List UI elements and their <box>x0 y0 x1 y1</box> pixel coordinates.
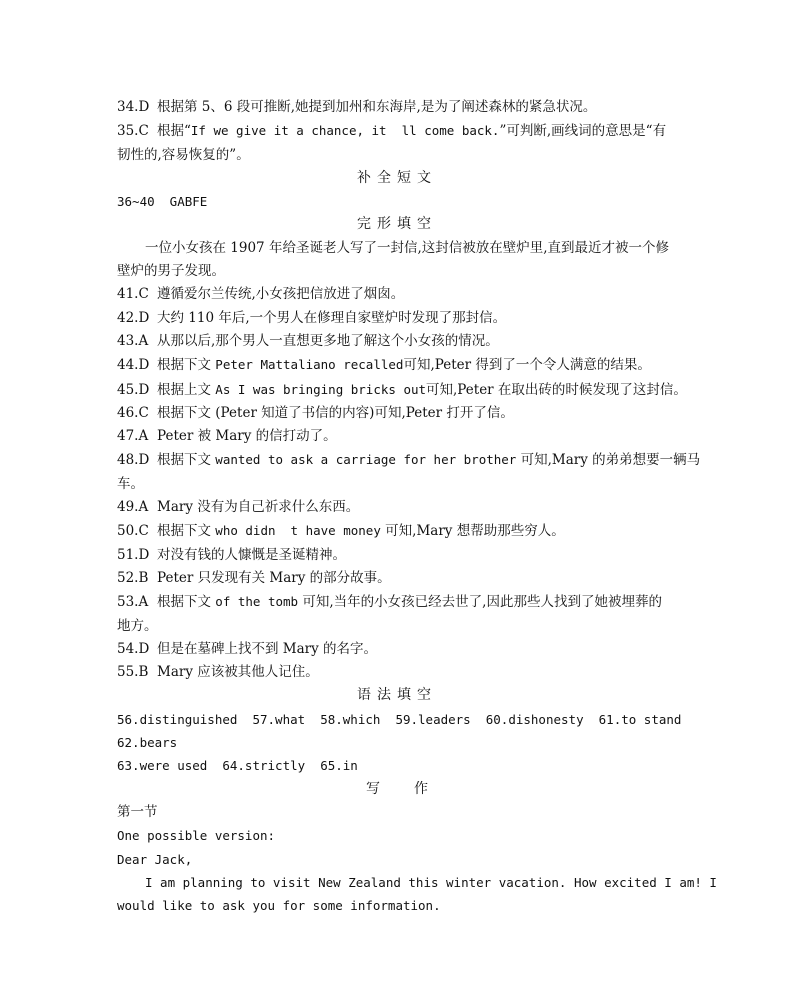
cloze-answer-46 <box>117 402 677 425</box>
cloze-summary-line-1: 一位小女孩在 1907 年给圣诞老人写了一封信,这封信被放在壁炉里,直到最近才被一个修 <box>145 239 670 256</box>
answer-35 <box>117 119 677 143</box>
answer-number: 41.C <box>117 286 149 303</box>
cloze-answer-53 <box>117 590 677 614</box>
cloze-answer-44 <box>117 353 677 377</box>
cloze-answer-continued: 地方。 <box>117 617 158 634</box>
answer-number: 45.D <box>117 381 150 398</box>
answer-number: 54.D <box>117 640 150 657</box>
cloze-answer-42 <box>117 307 677 330</box>
cloze-answer-50 <box>117 519 677 543</box>
answer-explanation: Mary 没有为自己祈求什么东西。 <box>157 499 360 516</box>
answer-explanation: Peter 被 Mary 的信打动了。 <box>157 428 337 445</box>
answer-number: 51.D <box>117 546 150 563</box>
writing-part-label: 第一节 <box>117 803 158 820</box>
answer-34 <box>117 96 677 119</box>
sample-version-label: One possible version: <box>117 828 276 844</box>
answer-explanation: 可知,当年的小女孩已经去世了,因此那些人找到了她被埋葬的 <box>298 594 662 611</box>
letter-greeting: Dear Jack, <box>117 851 193 867</box>
answer-number: 52.B <box>117 569 149 586</box>
section-heading-reading-completion: 补全短文 <box>357 169 437 186</box>
cloze-answer-43 <box>117 330 677 353</box>
answer-explanation: Peter 只发现有关 Mary 的部分故事。 <box>157 569 391 586</box>
answer-explanation: 可知,Peter 得到了一个令人满意的结果。 <box>403 357 651 374</box>
answer-number: 50.C <box>117 523 149 540</box>
answer-number: 34.D <box>117 99 150 115</box>
quoted-english: As I was bringing bricks out <box>215 381 427 397</box>
quoted-english: who didn t have money <box>215 523 381 539</box>
section-heading-cloze: 完形填空 <box>357 216 437 233</box>
answer-explanation: ”可判断,画线词的意思是“有 <box>499 123 667 140</box>
answer-number: 44.D <box>117 357 150 374</box>
cloze-answer-41 <box>117 283 677 306</box>
letter-paragraph-line-1: I am planning to visit New Zealand this winter vacation. How excited I am! I <box>145 874 717 890</box>
answer-explanation: 根据下文 <box>157 523 216 540</box>
cloze-summary-line-2: 壁炉的男子发现。 <box>117 263 225 280</box>
grammar-answers-row-2: 62.bears <box>117 735 178 751</box>
answer-number: 53.A <box>117 594 149 611</box>
section-heading-grammar: 语法填空 <box>357 687 437 704</box>
answer-number: 49.A <box>117 499 149 516</box>
answer-explanation: 根据下文 <box>157 452 216 469</box>
answer-explanation: 从那以后,那个男人一直想更多地了解这个小女孩的情况。 <box>157 332 499 349</box>
quoted-english: of the tomb <box>215 594 299 610</box>
answer-number: 35.C <box>117 123 149 140</box>
answer-explanation: 根据下文 <box>157 357 216 374</box>
answer-explanation: 根据下文 <box>157 594 216 611</box>
answer-explanation: 可知,Mary 的弟弟想要一辆马 <box>516 452 701 469</box>
section-heading-writing: 写作 <box>366 780 462 797</box>
cloze-answer-47 <box>117 425 677 448</box>
answer-explanation: 遵循爱尔兰传统,小女孩把信放进了烟囱。 <box>157 286 405 303</box>
cloze-answer-45 <box>117 378 687 402</box>
answer-explanation: 根据上文 <box>157 381 216 398</box>
grammar-answers-row-1: 56.distinguished 57.what 58.which 59.leaders 60.dishonesty 61.to stand <box>117 711 682 727</box>
cloze-answer-48 <box>117 448 701 472</box>
answer-number: 47.A <box>117 428 149 445</box>
cloze-answer-55 <box>117 661 677 684</box>
answer-number: 46.C <box>117 404 149 421</box>
cloze-answer-52 <box>117 567 677 590</box>
letter-paragraph-line-2: would like to ask you for some information. <box>117 898 441 914</box>
answer-explanation: 大约 110 年后,一个男人在修理自家壁炉时发现了那封信。 <box>157 309 507 326</box>
answer-explanation: 可知,Mary 想帮助那些穷人。 <box>380 523 565 540</box>
grammar-answers-row-3: 63.were used 64.strictly 65.in <box>117 758 358 774</box>
quoted-english: If we give it a chance, it ll come back. <box>190 123 500 139</box>
answer-key-page <box>117 96 717 917</box>
cloze-answer-54 <box>117 638 677 661</box>
quoted-english: wanted to ask a carriage for her brother <box>215 452 517 468</box>
answer-explanation: 可知,Peter 在取出砖的时候发现了这封信。 <box>426 381 687 398</box>
answer-explanation: 但是在墓碑上找不到 Mary 的名字。 <box>157 640 378 657</box>
answer-explanation: 根据“ <box>157 123 191 140</box>
answer-explanation: Mary 应该被其他人记住。 <box>157 664 319 681</box>
answer-explanation: 对没有钱的人慷慨是圣诞精神。 <box>157 546 346 563</box>
cloze-answer-49 <box>117 496 677 519</box>
answer-explanation: 根据第 5、6 段可推断,她提到加州和东海岸,是为了阐述森林的紧急状况。 <box>157 99 597 115</box>
answer-number: 42.D <box>117 309 150 326</box>
answer-number: 43.A <box>117 332 149 349</box>
quoted-english: Peter Mattaliano recalled <box>215 357 404 373</box>
cloze-answer-list <box>117 283 701 684</box>
answer-number: 55.B <box>117 664 149 681</box>
cloze-answer-continued: 车。 <box>117 475 144 492</box>
answers-36-40: 36~40 GABFE <box>117 194 208 210</box>
answer-explanation: 根据下文 (Peter 知道了书信的内容)可知,Peter 打开了信。 <box>157 404 514 421</box>
answer-35-continued: 韧性的,容易恢复的”。 <box>117 146 250 163</box>
cloze-answer-51 <box>117 544 677 567</box>
answer-number: 48.D <box>117 452 150 469</box>
